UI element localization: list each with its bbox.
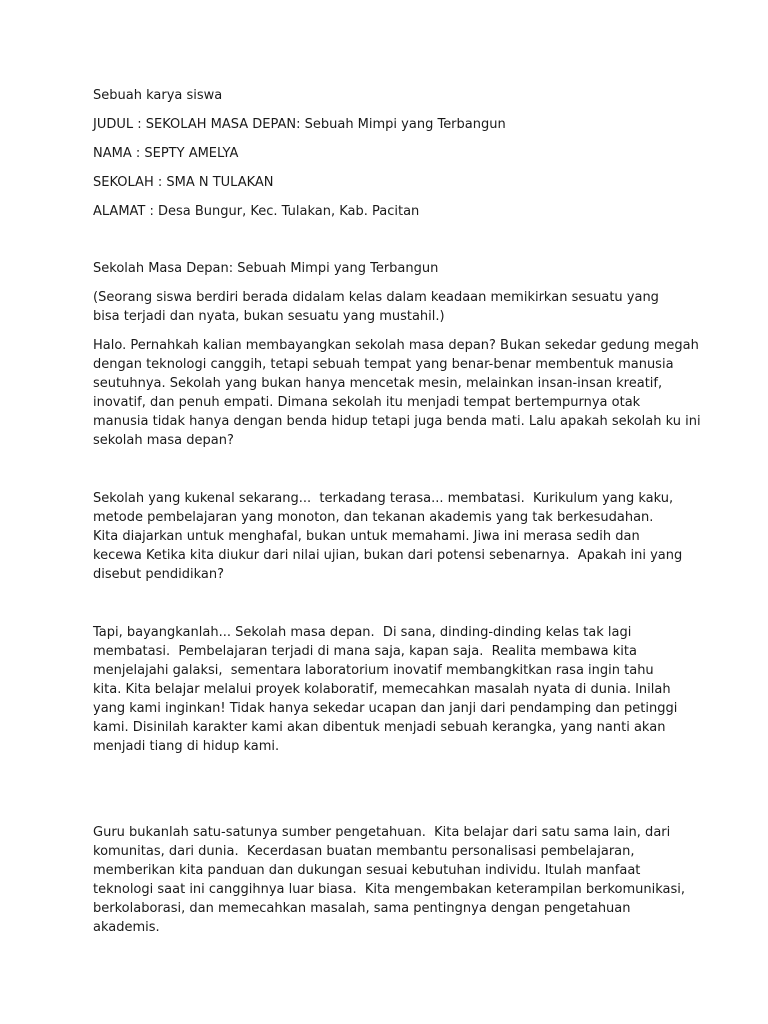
text-line: seutuhnya. Sekolah yang bukan hanya mencetak mesin, melainkan insan-insan kreatif,: [93, 376, 663, 391]
text-line: komunitas, dari dunia. Kecerdasan buatan membantu personalisasi pembelajaran,: [93, 844, 635, 859]
text-line: Guru bukanlah satu-satunya sumber pengetahuan. Kita belajar dari satu sama lain, dari: [93, 825, 671, 840]
text-line: Tapi, bayangkanlah... Sekolah masa depan. Di sana, dinding-dinding kelas tak lagi: [93, 625, 632, 640]
text-line: Halo. Pernahkah kalian membayangkan sekolah masa depan? Bukan sekedar gedung megah: [93, 338, 699, 353]
text-line: (Seorang siswa berdiri berada didalam kelas dalam keadaan memikirkan sesuatu yang: [93, 290, 659, 305]
text-line: sekolah masa depan?: [93, 433, 234, 448]
text-line: Kita diajarkan untuk menghafal, bukan untuk memahami. Jiwa ini merasa sedih dan: [93, 529, 640, 544]
text-line: inovatif, dan penuh empati. Dimana sekolah itu menjadi tempat bertempurnya otak: [93, 395, 641, 410]
text-line: memberikan kita panduan dan dukungan sesuai kebutuhan individu. Itulah manfaat: [93, 863, 641, 878]
text-line: disebut pendidikan?: [93, 567, 224, 582]
text-line: manusia tidak hanya dengan benda hidup tetapi juga benda mati. Lalu apakah sekolah ku ini: [93, 414, 701, 429]
paragraph-1: [93, 336, 701, 450]
paragraph-3: [93, 623, 677, 756]
text-line: metode pembelajaran yang monoton, dan tekanan akademis yang tak berkesudahan.: [93, 510, 654, 525]
text-line: dengan teknologi canggih, tetapi sebuah tempat yang benar-benar membentuk manusia: [93, 357, 674, 372]
text-line: menjelajahi galaksi, sementara laboratorium inovatif membangkitkan rasa ingin tahu: [93, 663, 654, 678]
stage-direction: [93, 288, 659, 326]
alamat-line: ALAMAT : Desa Bungur, Kec. Tulakan, Kab. Pacitan: [93, 204, 420, 219]
text-line: berkolaborasi, dan memecahkan masalah, sama pentingnya dengan pengetahuan: [93, 901, 631, 916]
subtitle: Sebuah karya siswa: [93, 88, 223, 103]
text-line: kecewa Ketika kita diukur dari nilai ujian, bukan dari potensi sebenarnya. Apakah ini yang: [93, 548, 683, 563]
text-line: teknologi saat ini canggihnya luar biasa. Kita mengembakan keterampilan berkomunikasi,: [93, 882, 686, 897]
judul-line: JUDUL : SEKOLAH MASA DEPAN: Sebuah Mimpi yang Terbangun: [93, 117, 506, 132]
text-line: menjadi tiang di hidup kami.: [93, 739, 280, 754]
nama-line: NAMA : SEPTY AMELYA: [93, 146, 239, 161]
text-line: akademis.: [93, 920, 160, 935]
text-line: kita. Kita belajar melalui proyek kolaboratif, memecahkan masalah nyata di dunia. Inilah: [93, 682, 671, 697]
text-line: bisa terjadi dan nyata, bukan sesuatu yang mustahil.): [93, 309, 445, 324]
text-line: Sekolah yang kukenal sekarang... terkadang terasa... membatasi. Kurikulum yang kaku,: [93, 491, 674, 506]
text-line: kami. Disinilah karakter kami akan dibentuk menjadi sebuah kerangka, yang nanti akan: [93, 720, 666, 735]
text-line: yang kami inginkan! Tidak hanya sekedar ucapan dan janji dari pendamping dan petinggi: [93, 701, 678, 716]
paragraph-4: [93, 823, 685, 937]
essay-title: Sekolah Masa Depan: Sebuah Mimpi yang Terbangun: [93, 261, 439, 276]
paragraph-2: [93, 489, 682, 584]
text-line: membatasi. Pembelajaran terjadi di mana saja, kapan saja. Realita membawa kita: [93, 644, 637, 659]
sekolah-line: SEKOLAH : SMA N TULAKAN: [93, 175, 274, 190]
